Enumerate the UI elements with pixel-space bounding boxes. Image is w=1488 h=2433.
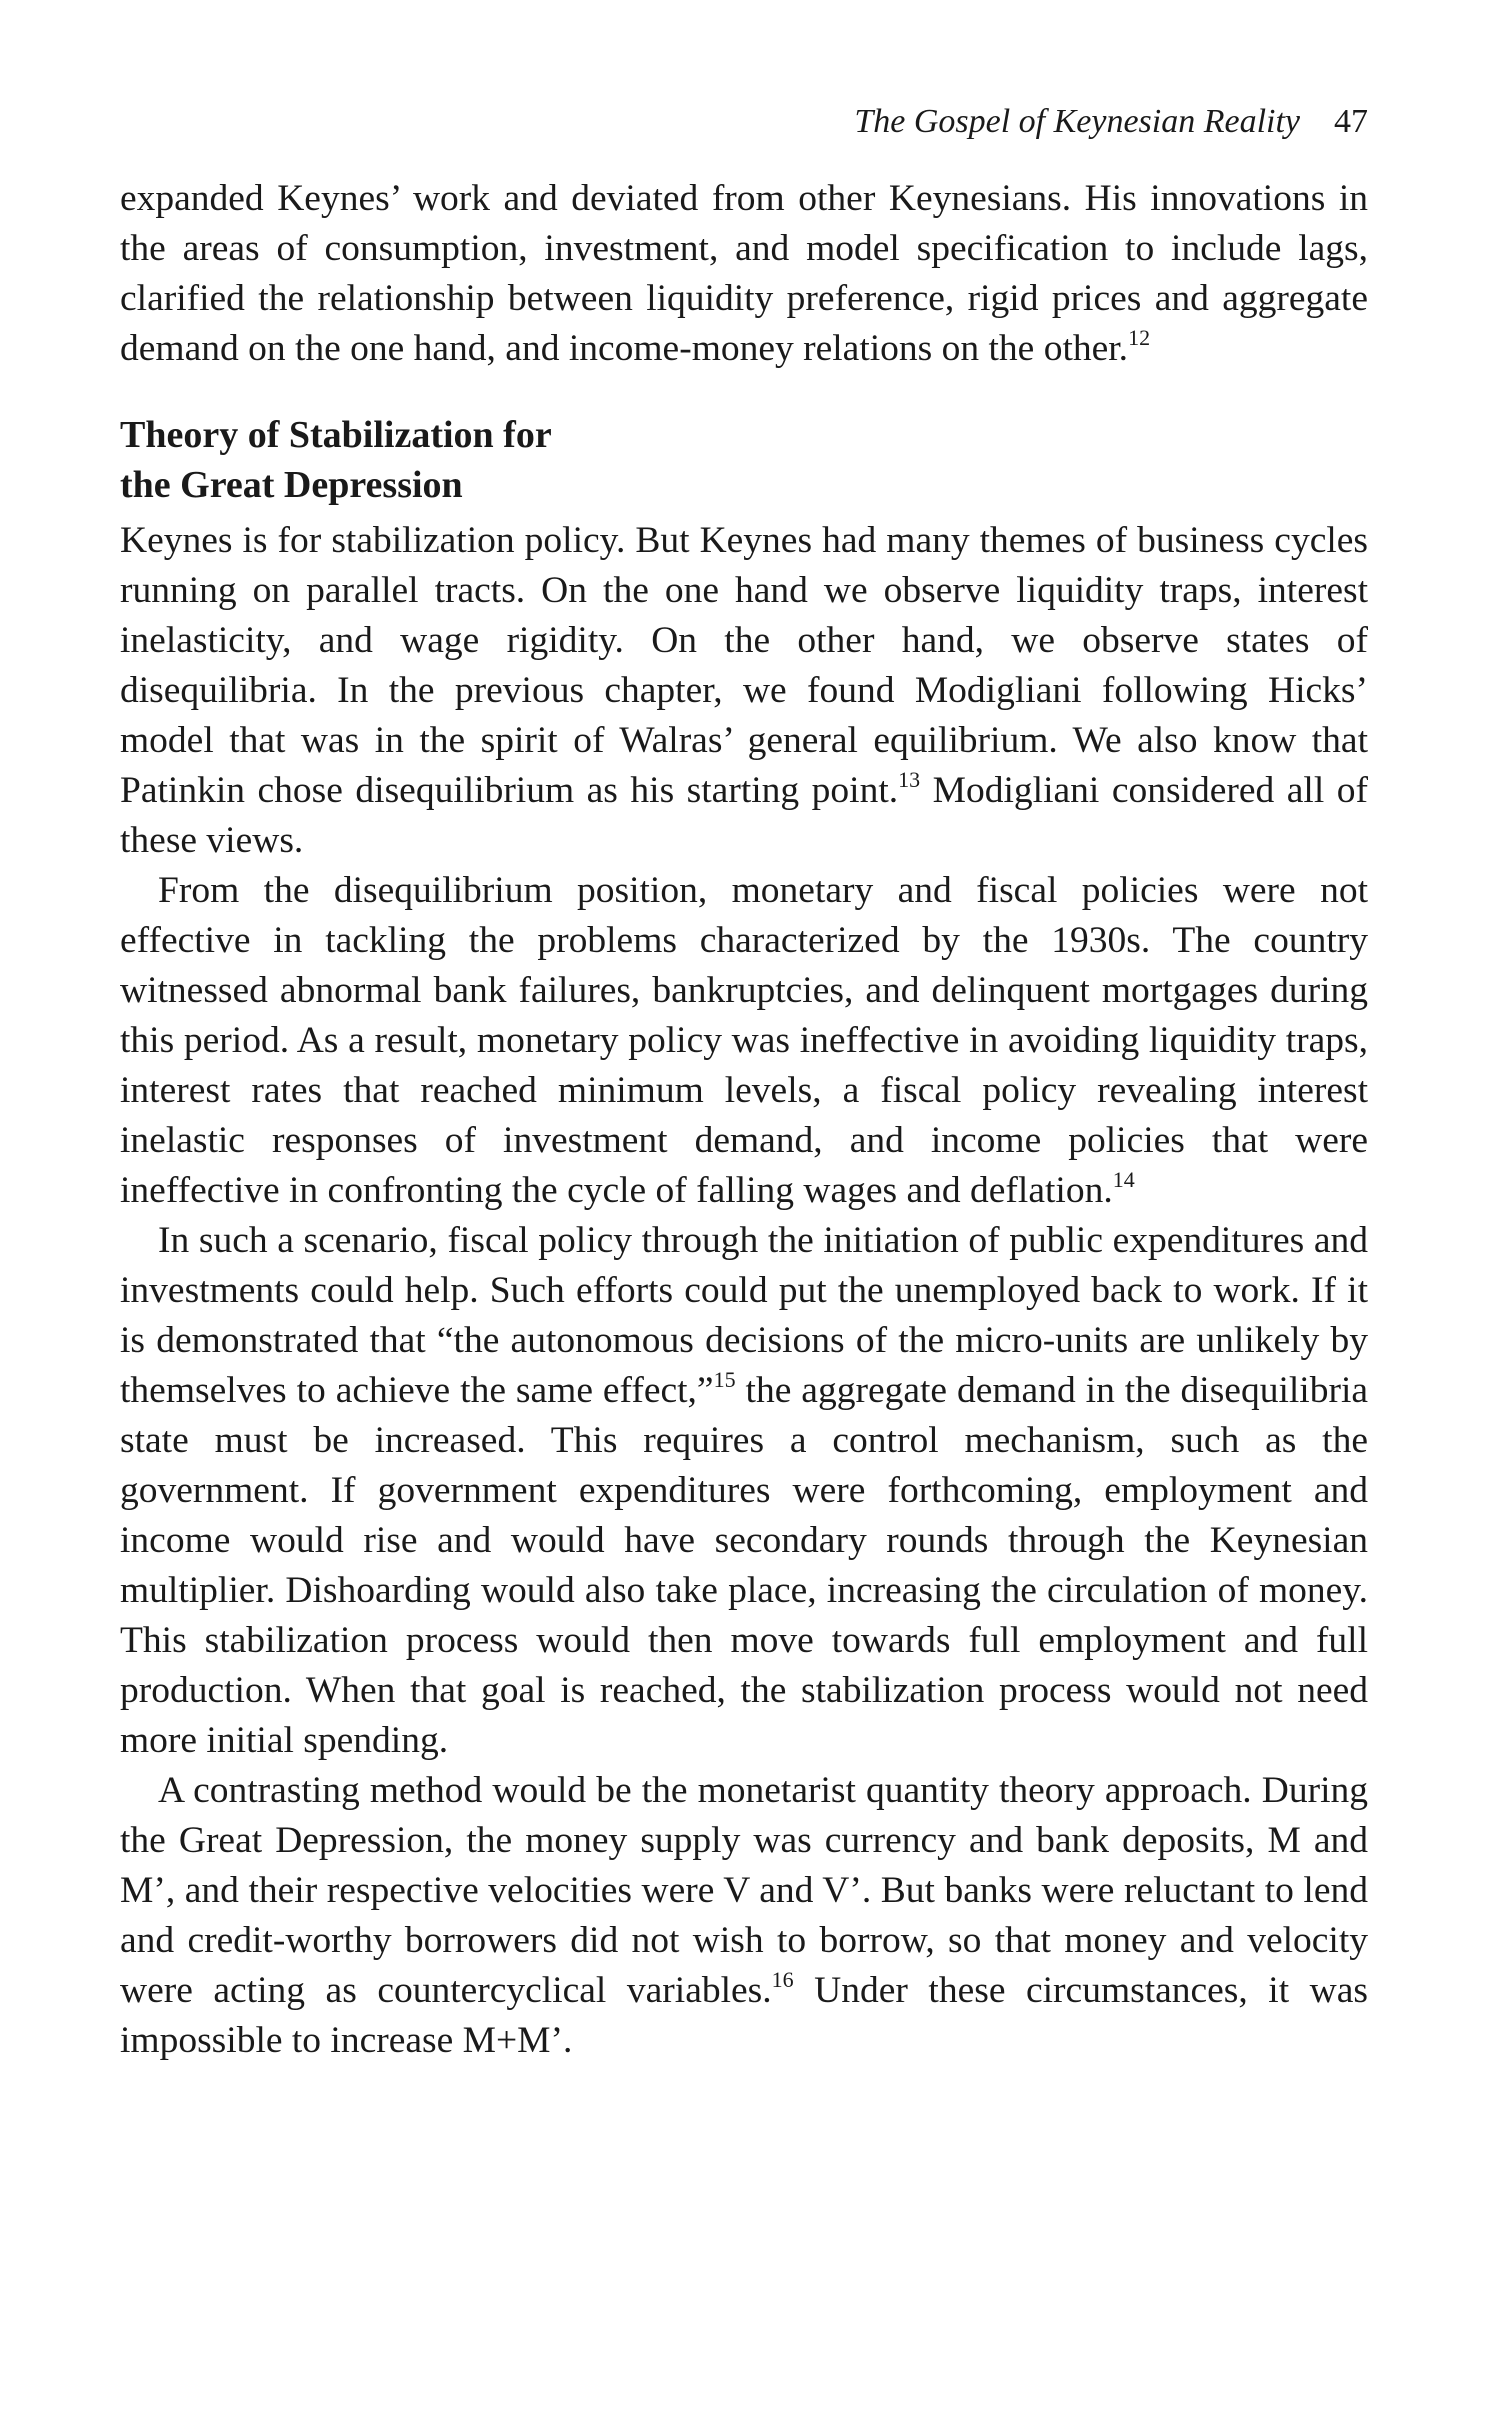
section-heading-line-2: the Great Depression	[120, 464, 463, 506]
book-page	[120, 100, 1368, 2066]
paragraph-4	[120, 1216, 1368, 1766]
paragraph-2-text-a: Keynes is for stabilization policy. But Keynes had many themes of business cycles running on parallel tracts. On the one hand we observe liquidity traps, interest inelasticity, and wage rigidity. On the other hand, we observe states of disequilibria. In the previous chapter, we found Modigliani following Hicks’ model that was in the spirit of Walras’ general equilibrium. We also know that Patinkin chose disequilibrium as his starting point.	[120, 520, 1368, 811]
paragraph-1	[120, 174, 1368, 374]
paragraph-3-text: From the disequilibrium position, monetary and fiscal policies were not effective in tackling the problems characterized by the 1930s. The country witnessed abnormal bank failures, bankruptcies, and delinquent mortgages during this period. As a result, monetary policy was ineffective in avoiding liquidity traps, interest rates that reached minimum levels, a fiscal policy revealing interest inelastic responses of investment demand, and income policies that were ineffective in confronting the cycle of falling wages and deflation.	[120, 870, 1368, 1211]
footnote-ref-16[interactable]: 16	[771, 1966, 794, 1992]
paragraph-4-text-b: the aggregate demand in the disequilibria state must be increased. This requires a control mechanism, such as the government. If government expenditures were forthcoming, employment and income would rise and would have secondary rounds through the Keynesian multiplier. Dishoarding would also take place, increasing the circulation of money. This stabilization process would then move towards full employment and full production. When that goal is reached, the stabilization process would not need more initial spending.	[120, 1370, 1369, 1761]
paragraph-3	[120, 866, 1368, 1216]
paragraph-5-text-a: A contrasting method would be the monetarist quantity theory approach. During the Great Depression, the money supply was currency and bank deposits, M and M’, and their respective velocities were V and V’. But banks were reluctant to lend and credit-worthy borrowers did not wish to borrow, so that money and velocity were acting as countercyclical variables.	[120, 1770, 1368, 2011]
paragraph-5-text-b: Under these circumstances, it was impossible to increase M+M’.	[120, 1970, 1368, 2061]
paragraph-2-text-b: Modigliani considered all of these views.	[120, 770, 1368, 861]
footnote-ref-13[interactable]: 13	[898, 766, 921, 792]
page-number: 47	[1334, 103, 1368, 140]
section-heading-line-1: Theory of Stabilization for	[120, 414, 552, 456]
running-head	[120, 100, 1368, 144]
section-heading	[120, 410, 1368, 510]
running-head-title: The Gospel of Keynesian Reality	[854, 103, 1300, 140]
paragraph-4-text-a: In such a scenario, fiscal policy through the initiation of public expenditures and investments could help. Such efforts could put the unemployed back to work. If it is demonstrated that “the autonomous decisions of the micro-units are unlikely by themselves to achieve the same effect,”	[120, 1220, 1368, 1411]
paragraph-1-text: expanded Keynes’ work and deviated from other Keynesians. His innovations in the areas of consumption, investment, and model specification to include lags, clarified the relationship between liquidity preference, rigid prices and aggregate demand on the one hand, and income-money relations on the other.	[120, 178, 1368, 369]
footnote-ref-14[interactable]: 14	[1112, 1166, 1135, 1192]
footnote-ref-15[interactable]: 15	[713, 1366, 736, 1392]
paragraph-2	[120, 516, 1368, 866]
footnote-ref-12[interactable]: 12	[1128, 324, 1151, 350]
paragraph-5	[120, 1766, 1368, 2066]
